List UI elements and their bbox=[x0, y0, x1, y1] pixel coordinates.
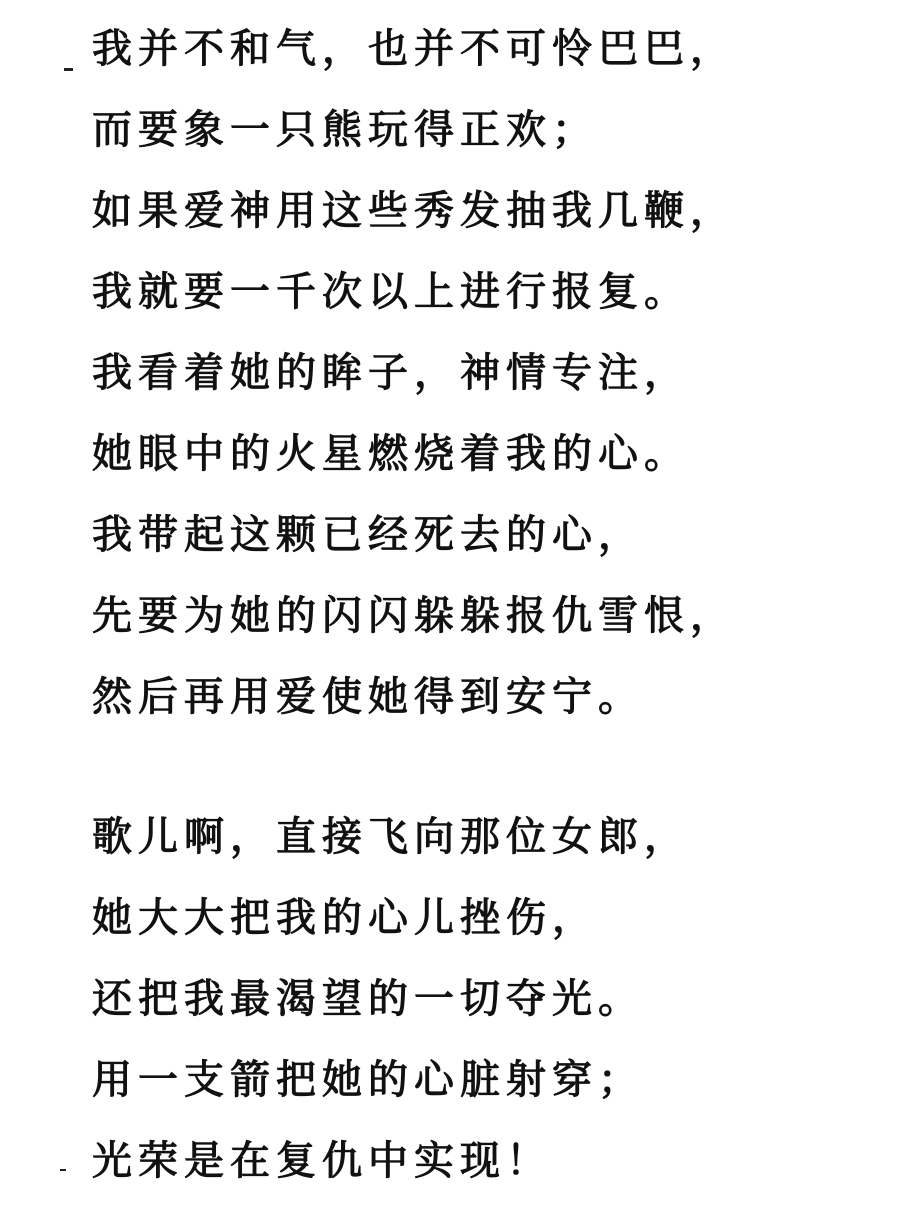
poem-line: 我并不和气，也并不可怜巴巴， bbox=[92, 25, 736, 72]
poem-line: 而要象一只熊玩得正欢； bbox=[92, 106, 598, 153]
poem-line: 我看着她的眸子，神情专注， bbox=[92, 349, 690, 396]
poem-line: 她大大把我的心儿挫伤， bbox=[92, 894, 598, 941]
poem-line: 我带起这颗已经死去的心， bbox=[92, 511, 644, 558]
poem-line: 她眼中的火星燃烧着我的心。 bbox=[92, 430, 690, 477]
poem-line: 用一支箭把她的心脏射穿； bbox=[92, 1056, 644, 1103]
scan-mark bbox=[64, 68, 73, 71]
poem-line: 然后再用爱使她得到安宁。 bbox=[92, 673, 644, 720]
poem-line: 还把我最渴望的一切夺光。 bbox=[92, 975, 644, 1022]
poem-line: 我就要一千次以上进行报复。 bbox=[92, 268, 690, 315]
poem-line: 光荣是在复仇中实现！ bbox=[92, 1137, 552, 1184]
poem-stanza-1 bbox=[92, 8, 736, 737]
poem-stanza-2 bbox=[92, 796, 690, 1201]
poem-line: 先要为她的闪闪躲躲报仇雪恨， bbox=[92, 592, 736, 639]
poem-line: 如果爱神用这些秀发抽我几鞭， bbox=[92, 187, 736, 234]
poem-line: 歌儿啊，直接飞向那位女郎， bbox=[92, 813, 690, 860]
scan-mark bbox=[60, 1169, 66, 1171]
